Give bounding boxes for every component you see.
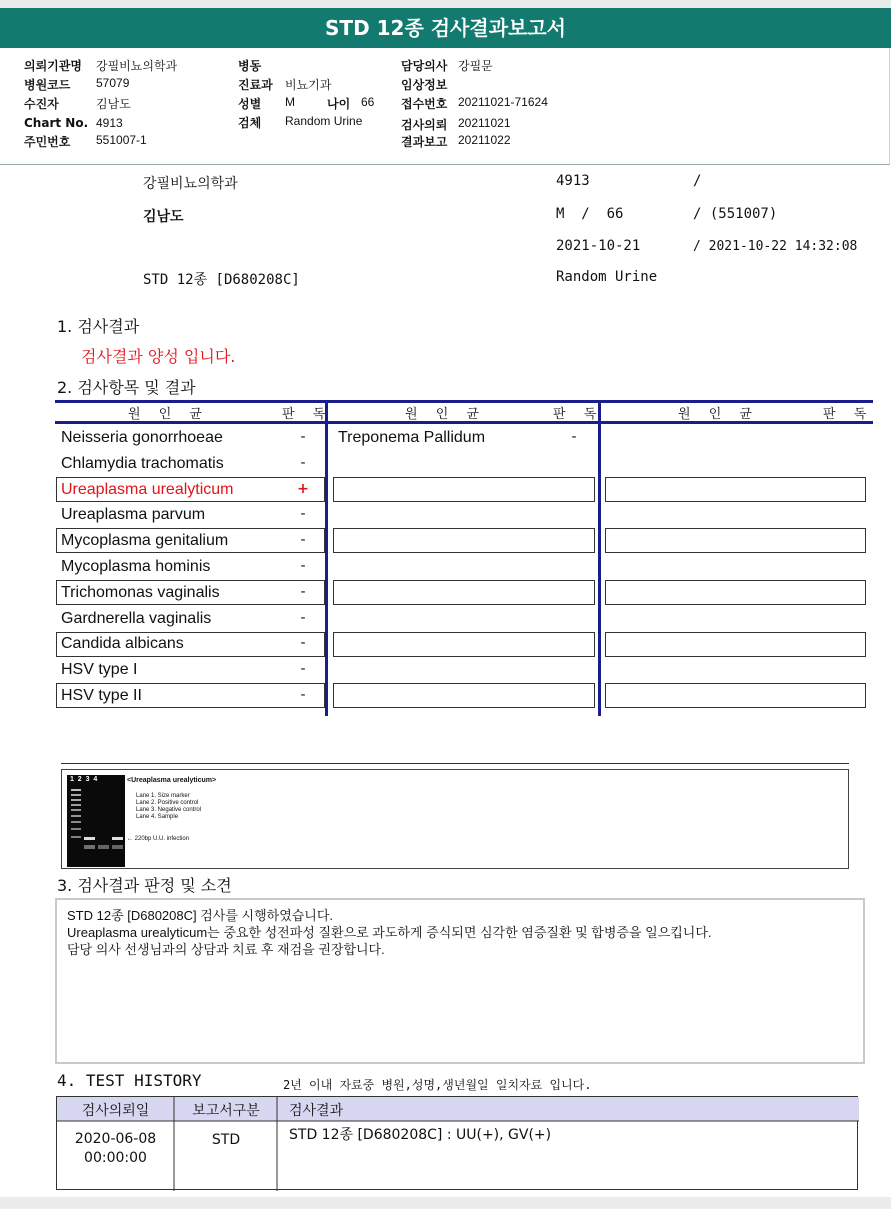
history-time: 00:00:00 [84, 1150, 147, 1166]
col-header-result-2: 판 독 [553, 407, 604, 422]
organism-result: - [300, 532, 306, 549]
organism-result: - [300, 609, 306, 626]
organism-result: - [300, 454, 306, 471]
info-requested-date: 2021-10-21 [556, 238, 641, 254]
history-header-type: 보고서구분 [192, 1103, 260, 1119]
col-header-result-3: 판 독 [823, 407, 874, 422]
info-reported-date: / 2021-10-22 14:32:08 [693, 239, 858, 254]
organism-result: + [297, 480, 309, 497]
label-receipt-no: 접수번호 [401, 97, 448, 111]
value-test-requested: 20211021 [458, 116, 511, 130]
history-date: 2020-06-08 [74, 1131, 157, 1147]
organism-name: HSV type II [61, 687, 142, 704]
info-sex-age: M / 66 [556, 206, 624, 222]
col-header-result-1: 판 독 [282, 407, 333, 422]
organism-name: Neisseria gonorrhoeae [61, 429, 223, 446]
organism-result: - [571, 429, 577, 445]
organism-result: - [300, 583, 306, 600]
remark-line-2: Ureaplasma urealyticum는 중요한 성전파성 질환으로 과도하게 증식되면 심각한 염증질환 및 합병증을 일으킵니다. [67, 925, 712, 940]
remark-line-3: 담당 의사 선생님과의 상담과 치료 후 재검을 권장합니다. [67, 942, 385, 957]
history-note: 2년 이내 자료중 병원,성명,생년월일 일치자료 입니다. [283, 1078, 592, 1092]
row-box [333, 683, 595, 708]
value-sex: M [285, 95, 295, 109]
history-table [56, 1096, 858, 1190]
organism-name: Gardnerella vaginalis [61, 609, 212, 627]
organism-name: Trichomonas vaginalis [61, 583, 220, 601]
footer-strip [0, 1197, 891, 1209]
section4-heading: 4. TEST HISTORY [57, 1071, 202, 1090]
organism-name: HSV type I [61, 661, 138, 679]
label-chart-no: Chart No. [24, 116, 89, 130]
organism-name: Treponema Pallidum [338, 429, 486, 446]
report-title: STD 12종 검사결과보고서 [0, 8, 891, 48]
table-divider-2 [598, 400, 601, 716]
history-header-date: 검사의뢰일 [81, 1103, 150, 1119]
gel-legend-3: Lane 3. Negative control [136, 807, 202, 813]
row-box [605, 683, 866, 708]
history-header-result: 검사결과 [289, 1103, 344, 1119]
remark-line-1: STD 12종 [D680208C] 검사를 시행하였습니다. [67, 908, 334, 923]
info-name: 김남도 [143, 209, 184, 225]
label-ward: 병동 [238, 59, 262, 73]
row-box [605, 528, 866, 553]
value-requesting-institution: 강필비뇨의학과 [96, 59, 178, 73]
label-age: 나이 [327, 97, 351, 111]
value-age: 66 [361, 95, 375, 109]
label-resident-no: 주민번호 [24, 135, 71, 149]
gel-legend-2: Lane 2. Positive control [136, 800, 199, 806]
info-slash: / [693, 173, 702, 189]
organism-name: Mycoplasma genitalium [61, 532, 229, 550]
organism-name: Candida albicans [61, 635, 184, 653]
organism-result: - [300, 558, 306, 574]
history-row-type: STD [211, 1132, 241, 1148]
history-row-date [57, 1130, 174, 1168]
organism-result: - [300, 661, 306, 678]
table-divider-1 [325, 400, 328, 716]
gel-legend-1: Lane 1. Size marker [136, 793, 190, 799]
history-row-result: STD 12종 [D680208C] : UU(+), GV(+) [289, 1127, 552, 1143]
overall-result-text: 검사결과 양성 입니다. [81, 347, 236, 366]
organism-name: Ureaplasma urealyticum [61, 480, 234, 498]
row-box [605, 477, 866, 502]
col-header-organism-2: 원 인 균 [405, 407, 486, 422]
value-result-report: 20211022 [458, 133, 511, 147]
organism-result: - [300, 687, 306, 703]
info-specimen: Random Urine [556, 269, 658, 285]
label-result-report: 결과보고 [401, 135, 448, 149]
label-department: 진료과 [238, 78, 273, 92]
section2-heading: 2. 검사항목 및 결과 [57, 378, 196, 397]
gel-electrophoresis-image [67, 775, 125, 867]
section3-heading: 3. 검사결과 판정 및 소견 [57, 876, 232, 895]
gel-image-frame [61, 769, 849, 869]
row-box [605, 632, 866, 657]
label-patient: 수진자 [24, 97, 59, 111]
row-box [333, 580, 595, 605]
gel-title: <Ureaplasma urealyticum> [127, 777, 217, 784]
row-box [333, 632, 595, 657]
value-department: 비뇨기과 [285, 78, 332, 92]
label-specimen: 검체 [238, 116, 262, 130]
value-resident-no: 551007-1 [96, 133, 147, 147]
label-requesting-institution: 의뢰기관명 [24, 59, 82, 73]
value-hospital-code: 57079 [96, 76, 130, 90]
value-patient: 김남도 [96, 97, 131, 111]
col-header-organism-3: 원 인 균 [678, 407, 759, 422]
row-box [333, 528, 595, 553]
section1-heading: 1. 검사결과 [57, 317, 140, 336]
organism-name: Mycoplasma hominis [61, 558, 211, 575]
organism-result: - [300, 506, 306, 523]
gel-top-rule [61, 763, 849, 764]
info-test-name: STD 12종 [D680208C] [143, 272, 300, 288]
remarks-box [55, 898, 865, 1064]
info-chart: 4913 [556, 173, 590, 189]
label-hospital-code: 병원코드 [24, 78, 71, 92]
info-hospital: 강필비뇨의학과 [143, 176, 238, 192]
value-doctor: 강필문 [458, 59, 493, 73]
gel-band-label: ← 220bp U.U. infection [127, 836, 190, 842]
row-box [333, 477, 595, 502]
gel-lane-numbers: 1 2 3 4 [70, 776, 98, 783]
info-birth: / (551007) [693, 206, 778, 222]
organism-name: Ureaplasma parvum [61, 506, 206, 524]
row-box [605, 580, 866, 605]
label-sex: 성별 [238, 97, 262, 111]
label-doctor: 담당의사 [401, 59, 448, 73]
organism-result: - [300, 429, 306, 445]
label-test-requested: 검사의뢰 [401, 118, 448, 132]
label-clinical-info: 임상정보 [401, 78, 448, 92]
gel-legend-4: Lane 4. Sample [136, 814, 179, 820]
organism-name: Chlamydia trachomatis [61, 454, 224, 472]
value-specimen: Random Urine [285, 114, 363, 128]
value-receipt-no: 20211021-71624 [458, 95, 548, 109]
organism-result: - [300, 635, 306, 652]
value-chart-no: 4913 [96, 116, 123, 130]
col-header-organism-1: 원 인 균 [128, 407, 209, 422]
top-strip [0, 0, 891, 8]
